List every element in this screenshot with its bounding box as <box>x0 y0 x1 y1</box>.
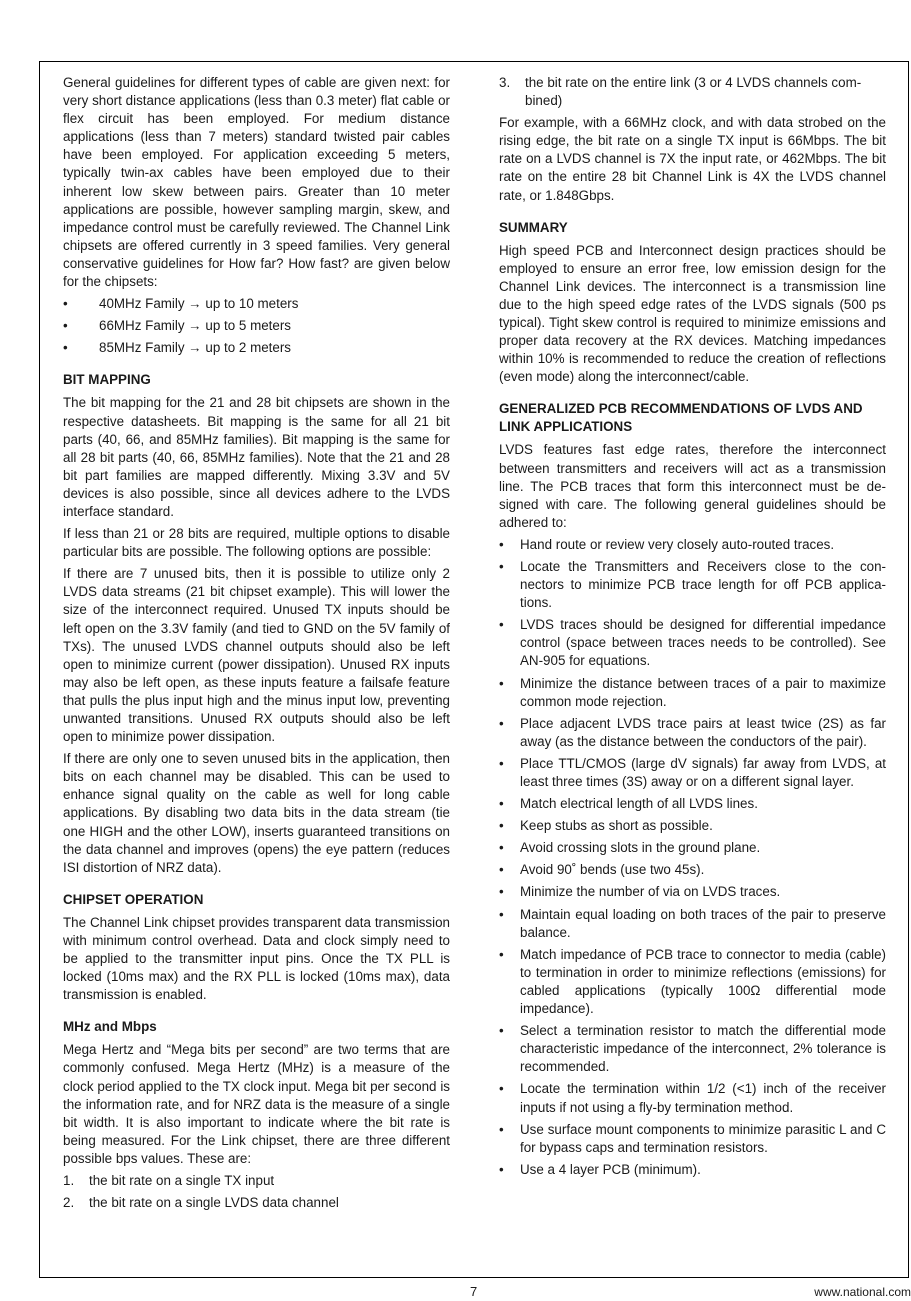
list-item: • Maintain equal loading on both traces of the pair to preserve balance. <box>499 906 886 940</box>
bullet-icon: • <box>63 318 68 334</box>
list-item: • Hand route or review very closely auto-routed traces. <box>499 536 886 554</box>
list-item: • Match impedance of PCB trace to connector to media (cable) to termination in order to minimize reflections (emissions) for cabled applications (typically 100Ω differential mode impedance). <box>499 946 886 1017</box>
bullet-icon: • <box>499 862 504 878</box>
list-item: • 40MHz Family → up to 10 meters <box>63 295 450 313</box>
list-item: • Avoid crossing slots in the ground plane. <box>499 839 886 857</box>
list-item: • Use a 4 layer PCB (minimum). <box>499 1161 886 1179</box>
list-number: 1. <box>63 1172 75 1188</box>
list-item: • LVDS traces should be designed for differential impedance control (space between traces needs to be controlled). See AN-905 for equations. <box>499 617 886 669</box>
bullet-icon: • <box>63 296 68 312</box>
bullet-icon: • <box>499 536 504 552</box>
right-column <box>499 74 886 1183</box>
paragraph: If there are 7 unused bits, then it is possible to utilize only 2 LVDS data streams (21 bit chipset example). This will lower the size of the interconnect required. Unused TX inputs should be left open on the 3.3V family (and tied to GND on the 5V family of TXs). The unused LVDS channel outputs should also be left open to minimize current (power dissipation). Unused RX inputs may also be left open, as these inputs feature a failsafe feature that pulls the plus input high and the minus input low, preventing unwanted transitions. Unused RX outputs should also be left open to minimize power dissipation. <box>63 566 450 745</box>
bullet-icon: • <box>499 946 504 962</box>
list-number: 2. <box>63 1195 75 1211</box>
list-number: 3. <box>499 75 511 90</box>
section-heading-mhz-mbps: MHz and Mbps <box>63 1019 157 1035</box>
page-number: 7 <box>470 1284 478 1299</box>
bullet-icon: • <box>499 796 504 812</box>
cable-guidelines-paragraph: General guidelines for different types of cable are given next: for very short distance applications (less than 0.3 meter) flat cable or flex circuit has been employed. For medium distance applications (less than 7 meters) standard twisted pair cables have been employed. For application exceeding 5 meters, typically twin-ax cables have been employed due to their inherent low skew between pairs. Greater than 10 meter applications are possible, however sampling margin, skew, and impedance control must be carefully reviewed. The Channel Link chipsets are offered currently in 3 speed families. Very general conservative guidelines for How far? How fast? are given below for the chipsets: <box>63 75 450 290</box>
list-item: • Minimize the distance between traces of a pair to maximize common mode rejection. <box>499 675 886 709</box>
bullet-icon: • <box>499 840 504 856</box>
section-heading-bit-mapping: BIT MAPPING <box>63 372 151 388</box>
bullet-icon: • <box>63 340 68 356</box>
bullet-icon: • <box>499 558 504 574</box>
left-column <box>63 74 450 1216</box>
bullet-icon: • <box>499 675 504 691</box>
list-item: • Keep stubs as short as possible. <box>499 817 886 835</box>
bullet-icon: • <box>499 884 504 900</box>
example-paragraph: For example, with a 66MHz clock, and with data strobed on the rising edge, the bit rate on a single TX input is 66Mbps. The bit rate on a LVDS channel is 7X the input rate, or 462Mbps. The bit rate on the entire 28 bit Channel Link is 4X the LVDS channel rate, or 1.848Gbps. <box>499 115 886 203</box>
speed-family-list <box>63 295 450 357</box>
list-item: 3. the bit rate on the entire link (3 or 4 LVDS channels combined) <box>499 75 862 109</box>
bullet-icon: • <box>499 906 504 922</box>
paragraph: High speed PCB and Interconnect design practices should be employed to ensure an error free, low emission design for the Channel Link devices. The interconnect is a transmission line due to the high speed edge rates of the LVDS signals (500 ps typical). Tight skew control is required to minimize emissions and proper data recovery at the RX devices. Matching impedances within 10% is recommended to reduce the creation of reflections (even mode) along the interconnect/cable. <box>499 242 886 385</box>
section-heading-chipset-operation: CHIPSET OPERATION <box>63 891 204 907</box>
bullet-icon: • <box>499 818 504 834</box>
bullet-icon: • <box>499 715 504 731</box>
bullet-icon: • <box>499 1121 504 1137</box>
list-item: • 85MHz Family → up to 2 meters <box>63 339 450 357</box>
list-item: • Place TTL/CMOS (large dV signals) far away from LVDS, at least three times (3S) away or on a different signal layer. <box>499 755 886 789</box>
bullet-icon: • <box>499 1081 504 1097</box>
bullet-icon: • <box>499 755 504 771</box>
list-item: • Locate the Transmitters and Receivers close to the connectors to minimize PCB trace length for off PCB applications. <box>499 558 886 611</box>
list-item: • Minimize the number of via on LVDS traces. <box>499 883 886 901</box>
bullet-icon: • <box>499 617 504 633</box>
paragraph: The bit mapping for the 21 and 28 bit chipsets are shown in the respective datasheets. Bit mapping is the same for all 21 bit parts (40, 66, and 85MHz families). Bit mapping is the same for all 28 bit parts (40, 66, 85MHz families). Note that the 21 and 28 bit part families are mapped differently. Mixing 3.3V and 5V devices is also possible, since all devices adhere to the LVDS interface standard. <box>63 395 450 519</box>
paragraph: LVDS features fast edge rates, therefore the interconnect between transmitters and receivers will act as a transmission line. The PCB traces that form this interconnect must be designed with care. The following general guidelines should be adhered to: <box>499 442 886 530</box>
paragraph: If there are only one to seven unused bits in the application, then bits on each channel may be disabled. This can be used to enhance signal quality on the cable as well for long cable applications. By disabling two data bits in the data stream (tie one HIGH and the other LOW), inserts guaranteed transitions on the data channel and improves (opens) the eye pattern (reduces ISI distortion of NRZ data). <box>63 751 450 875</box>
pcb-guideline-list <box>499 536 886 1179</box>
website-url: www.national.com <box>814 1285 911 1299</box>
list-item: 2. the bit rate on a single LVDS data channel <box>63 1194 450 1212</box>
bitrate-list-continued <box>499 74 886 110</box>
list-item: • Select a termination resistor to match the differential mode characteristic impedance of the interconnect, 2% tolerance is recommended. <box>499 1023 886 1075</box>
list-item: • 66MHz Family → up to 5 meters <box>63 317 450 335</box>
list-item: 1. the bit rate on a single TX input <box>63 1172 450 1190</box>
section-heading-pcb-recommendations: GENERALIZED PCB RECOMMENDATIONS OF LVDS AND LINK APPLICATIONS <box>499 401 863 435</box>
list-item: • Avoid 90˚ bends (use two 45s). <box>499 861 886 879</box>
list-item: • Locate the termination within 1/2 (<1) inch of the receiver inputs if not using a fly-by termination method. <box>499 1081 886 1115</box>
bullet-icon: • <box>499 1161 504 1177</box>
paragraph: If less than 21 or 28 bits are required, multiple options to disable particular bits are possible. The following options are possible: <box>63 526 450 560</box>
bullet-icon: • <box>499 1023 504 1039</box>
paragraph: The Channel Link chipset provides transparent data transmission with minimum control overhead. Data and clock simply need to be applied to the transmitter input pins. Once the TX PLL is locked (10ms max) and the RX PLL is locked (10ms max), data transmission is enabled. <box>63 914 450 1003</box>
paragraph: Mega Hertz and “Mega bits per second” are two terms that are commonly confused. Mega Hertz (MHz) is a measure of the clock period applied to the TX clock input. Mega bit per second is the information rate, and for NRZ data is the measure of a single bit width. It is also important to indicate where the bit rate is being measured. For the Link chipset, there are three different possible bps values. These are: <box>63 1042 450 1166</box>
list-item: • Place adjacent LVDS trace pairs at least twice (2S) as far away (as the distance between the conductors of the pair). <box>499 715 886 749</box>
list-item: • Match electrical length of all LVDS lines. <box>499 795 886 813</box>
list-item: • Use surface mount components to minimize parasitic L and C for bypass caps and termination resistors. <box>499 1121 886 1155</box>
bitrate-list <box>63 1172 450 1212</box>
section-heading-summary: SUMMARY <box>499 219 568 235</box>
